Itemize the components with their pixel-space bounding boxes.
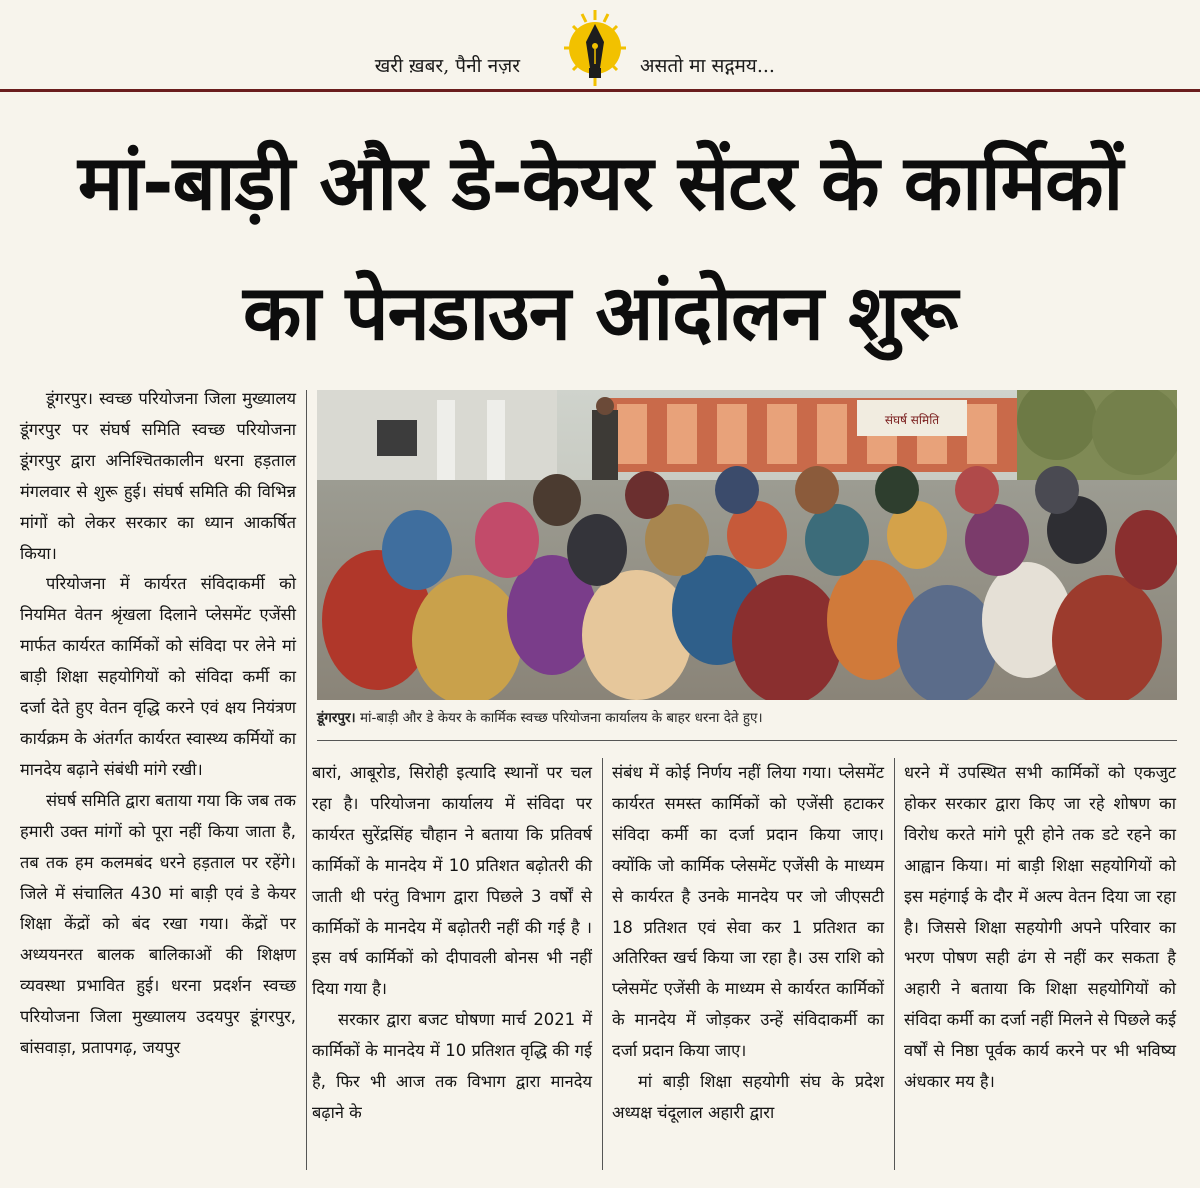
paragraph: संबंध में कोई निर्णय नहीं लिया गया। प्लेसमेंट कार्यरत समस्त कार्मिकों को एजेंसी हटाकर संविदा कर्मी का दर्जा प्रदान किया जाए। क्योंकि जो कार्मिक प्लेसमेंट एजेंसी के माध्यम से कार्यरत है उनके मानदेय पर जो जीएसटी 18 प्रतिशत एवं सेवा कर 1 प्रतिशत का अतिरिक्त खर्च किया जा रहा है। उस राशि को प्लेसमेंट एजेंसी के माध्यम से कार्यरत कार्मिकों के मानदेय में जोड़कर उन्हें संविदाकर्मी का दर्जा प्रदान किया जाए। — [612, 763, 884, 1061]
paragraph: परियोजना में कार्यरत संविदाकर्मी को नियमित वेतन श्रृंखला दिलाने प्लेसमेंट एजेंसी मार्फत कार्यरत कार्मिकों को संविदा पर लेने मां बाड़ी शिक्षा सहयोगियों को संविदा कर्मी का दर्जा देते हुए वेतन वृद्धि करने एवं क्षय नियंत्रण कार्यक्रम के अंतर्गत कार्यरत स्वास्थ्य कर्मियों का मानदेय बढ़ाने संबंधी मांगे रखी। — [20, 574, 296, 779]
news-photo — [317, 390, 1177, 700]
column-rule-2 — [602, 758, 603, 1170]
tagline-left: खरी ख़बर, पैनी नज़र — [374, 55, 520, 77]
paragraph: मां बाड़ी शिक्षा सहयोगी संघ के प्रदेश अध्यक्ष चंदूलाल अहारी द्वारा — [612, 1072, 884, 1122]
paragraph: बारां, आबूरोड, सिरोही इत्यादि स्थानों पर चल रहा है। परियोजना कार्यालय में संविदा पर कार्यरत सुरेंद्रसिंह चौहान ने बताया कि प्रतिवर्ष कार्मिकों के मानदेय में 10 प्रतिशत बढ़ोतरी की जाती थी परंतु विभाग द्वारा पिछले 3 वर्षों से कार्मिकों के मानदेय में बढ़ोतरी नहीं की गई है । इस वर्ष कार्मिकों को दीपावली बोनस भी नहीं दिया गया है। — [312, 763, 592, 999]
headline — [0, 118, 1200, 378]
protest-crowd-image — [317, 390, 1177, 700]
paragraph: संघर्ष समिति द्वारा बताया गया कि जब तक हमारी उक्त मांगों को पूरा नहीं किया जाता है, तब तक हम कलमबंद धरने हड़ताल पर रहेंगे। जिले में संचालित 430 मां बाड़ी एवं डे केयर शिक्षा केंद्रों को बंद रखा गया। केंद्रों पर अध्ययनरत बालक बालिकाओं की शिक्षण व्यवस्था प्रभावित हुई। धरना प्रदर्शन स्वच्छ परियोजना जिला मुख्यालय उदयपुर डूंगरपुर, बांसवाड़ा, प्रतापगढ़, जयपुर — [20, 790, 297, 1058]
headline-line-2: का पेनडाउन आंदोलन शुरू — [242, 268, 958, 357]
pen-nib-logo-icon — [562, 8, 628, 88]
paragraph: डूंगरपुर। स्वच्छ परियोजना जिला मुख्यालय डूंगरपुर पर संघर्ष समिति स्वच्छ परियोजना डूंगरपुर द्वारा अनिश्चितकालीन धरना हड़ताल मंगलवार से शुरू हुई। संघर्ष समिति की विभिन्न मांगों को लेकर सरकार का ध्यान आकर्षित किया। — [20, 389, 296, 563]
headline-line-1: मां-बाड़ी और डे-केयर सेंटर के कार्मिकों — [77, 138, 1123, 227]
caption-place: डूंगरपुर। — [317, 710, 356, 726]
masthead — [0, 0, 1200, 92]
column-rule-1 — [306, 390, 307, 1170]
tagline-right: असतो मा सद्गमय... — [640, 55, 775, 77]
paragraph: धरने में उपस्थित सभी कार्मिकों को एकजुट होकर सरकार द्वारा किए जा रहे शोषण का विरोध करते मांगे पूरी होने तक डटे रहने का आह्वान किया। मां बाड़ी शिक्षा सहयोगियों को इस महंगाई के दौर में अल्प वेतन दिया जा रहा है। जिससे शिक्षा सहयोगी अपने परिवार का भरण पोषण सही ढंग से नहीं कर सकता है अहारी ने बताया कि शिक्षा सहयोगियों को संविदा कर्मी का दर्जा नहीं मिलने से पिछले कई वर्षों से निष्ठा पूर्वक कार्य करने पर भी भविष्य अंधकार मय है। — [904, 763, 1176, 1092]
article-column-1 — [20, 384, 296, 1064]
article-column-4 — [904, 758, 1176, 1098]
banner-text: संघर्ष समिति — [884, 413, 940, 427]
masthead-rule — [0, 89, 1200, 92]
article-column-2 — [312, 758, 592, 1129]
photo-caption — [317, 708, 1177, 726]
column-rule-3 — [894, 758, 895, 1170]
caption-rule — [317, 740, 1177, 741]
article-column-3 — [612, 758, 884, 1129]
paragraph: सरकार द्वारा बजट घोषणा मार्च 2021 में कार्मिकों के मानदेय में 10 प्रतिशत वृद्धि की गई है, फिर भी आज तक विभाग द्वारा मानदेय बढ़ाने के — [312, 1010, 592, 1122]
caption-text: मां-बाड़ी और डे केयर के कार्मिक स्वच्छ परियोजना कार्यालय के बाहर धरना देते हुए। — [355, 710, 763, 726]
